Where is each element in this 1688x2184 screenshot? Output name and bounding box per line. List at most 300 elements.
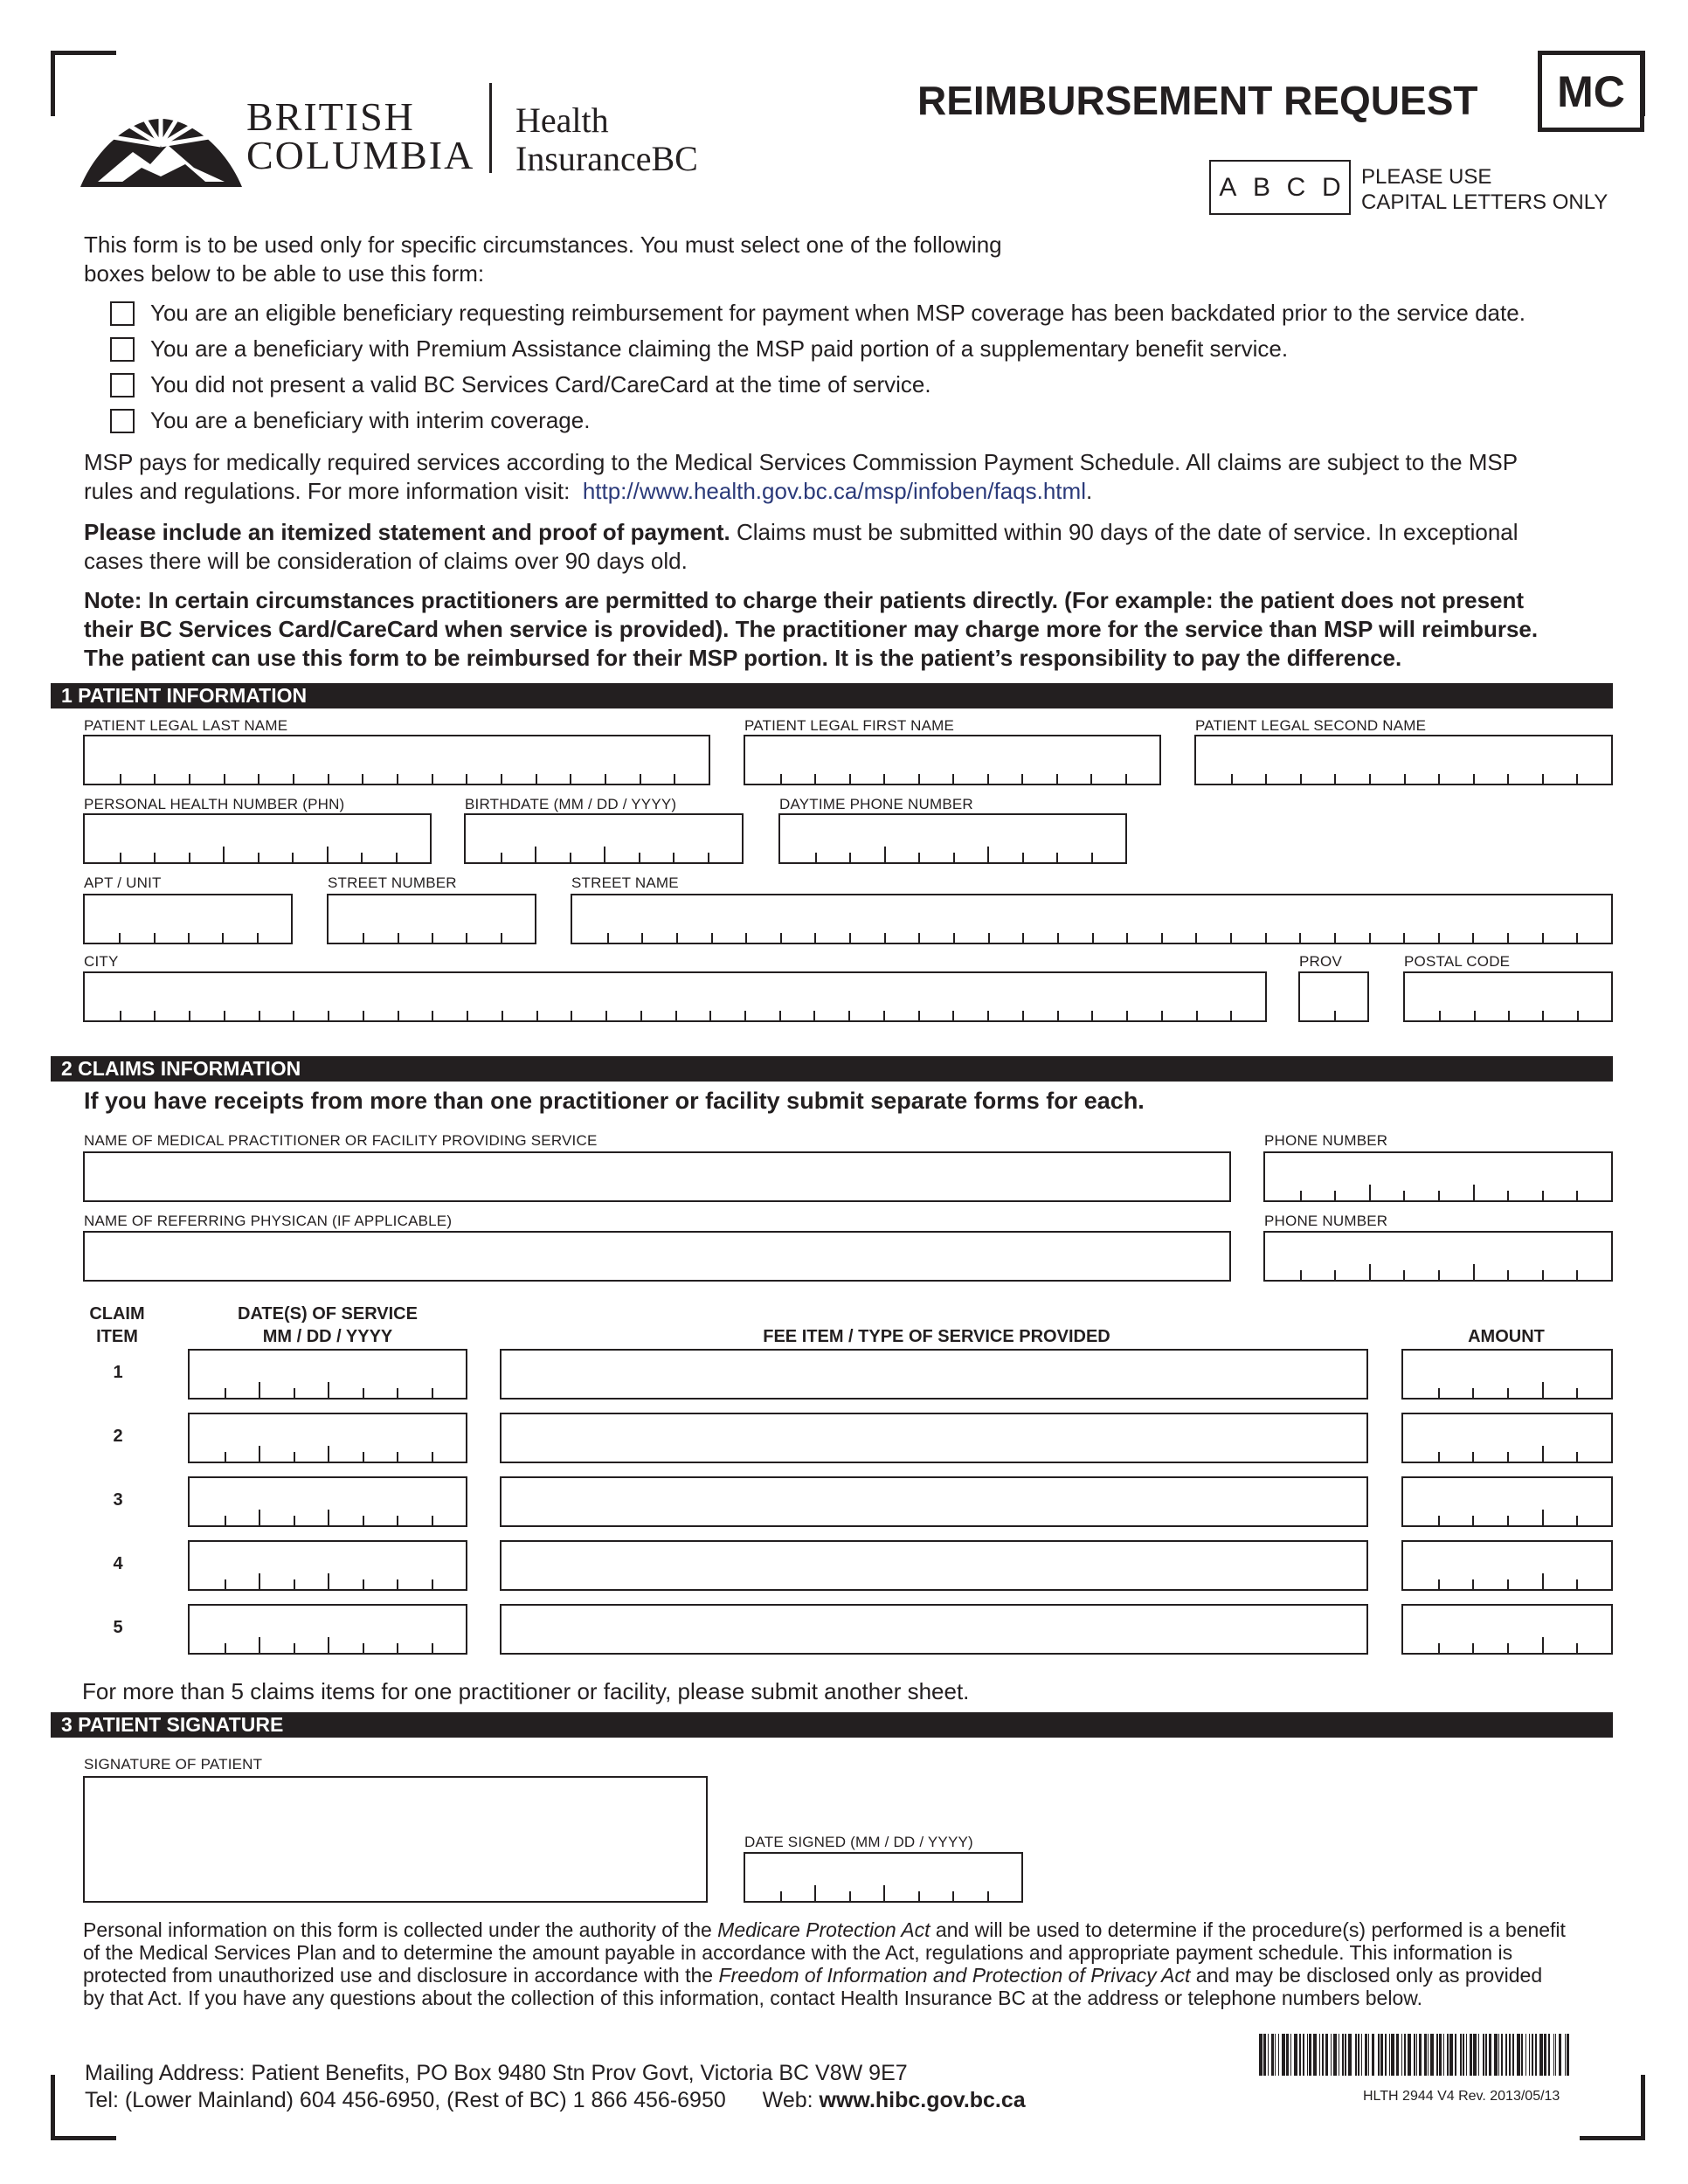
- barcode-bar: [1271, 2034, 1274, 2076]
- cell-divider: [1542, 1573, 1544, 1589]
- cell-divider: [189, 853, 190, 862]
- more-claims-note: For more than 5 claims items for one practitioner or facility, please submit another sheet.: [82, 1678, 970, 1704]
- web-label: Web:: [762, 2088, 813, 2112]
- option-row: [110, 331, 1613, 367]
- character-cell-ticks: [1403, 1508, 1611, 1525]
- cell-divider: [604, 847, 605, 862]
- cell-divider: [1057, 933, 1059, 943]
- cell-divider: [1091, 853, 1093, 862]
- birthdate-field[interactable]: [464, 813, 744, 864]
- cell-divider: [502, 1011, 503, 1020]
- cell-divider: [1022, 933, 1024, 943]
- cell-divider: [259, 1573, 260, 1589]
- cell-divider: [1369, 774, 1371, 784]
- cell-divider: [154, 933, 156, 943]
- character-cell-ticks: [190, 1635, 466, 1653]
- cell-divider: [259, 1637, 260, 1653]
- cell-divider: [849, 933, 851, 943]
- col-fee-item: FEE ITEM / TYPE OF SERVICE PROVIDED: [763, 1327, 1110, 1346]
- label-phone-2: PHONE NUMBER: [1264, 1213, 1388, 1229]
- cell-divider: [1369, 1264, 1371, 1280]
- col-date-line1: DATE(S) OF SERVICE: [238, 1304, 418, 1324]
- cell-divider: [987, 1891, 989, 1901]
- claim-service-date-field[interactable]: [188, 1476, 467, 1527]
- cell-divider: [1334, 774, 1336, 784]
- option-checkbox-2[interactable]: [110, 337, 135, 362]
- character-cell-ticks: [1405, 1003, 1611, 1020]
- itemized-rest: Claims must be submitted within 90 days of the date of service. In exceptional: [736, 519, 1519, 545]
- cell-divider: [397, 1579, 398, 1589]
- cell-divider: [883, 1011, 885, 1020]
- barcode-bar: [1565, 2034, 1566, 2076]
- cell-divider: [571, 1011, 572, 1020]
- cell-divider: [605, 774, 606, 784]
- claim-amount-field[interactable]: [1401, 1476, 1613, 1527]
- cell-divider: [1300, 774, 1302, 784]
- intro-line2: boxes below to be able to use this form:: [84, 260, 485, 287]
- logo-hibc-line1: Health: [515, 100, 609, 140]
- cell-divider: [848, 1011, 850, 1020]
- privacy-l3c: and may be disclosed only as provided: [1190, 1964, 1543, 1987]
- cell-divider: [154, 853, 156, 862]
- city-field[interactable]: [83, 971, 1267, 1022]
- cell-divider: [432, 1643, 433, 1653]
- cell-divider: [189, 1011, 190, 1020]
- barcode-bar: [1268, 2034, 1269, 2076]
- barcode-bar: [1455, 2034, 1457, 2076]
- barcode-bar: [1555, 2034, 1556, 2076]
- cell-divider: [640, 774, 641, 784]
- cell-divider: [1403, 1191, 1405, 1200]
- last-name-field[interactable]: [83, 735, 710, 785]
- cell-divider: [1438, 1191, 1440, 1200]
- cell-divider: [640, 1011, 642, 1020]
- barcode-bar: [1391, 2034, 1394, 2076]
- character-cell-ticks: [745, 1883, 1021, 1901]
- cell-divider: [1438, 1270, 1440, 1280]
- barcode-bar: [1389, 2034, 1390, 2076]
- option-row: [110, 403, 1613, 439]
- barcode-bar: [1290, 2034, 1291, 2076]
- cell-divider: [1439, 1011, 1441, 1020]
- cell-divider: [1507, 1388, 1509, 1398]
- cell-divider: [1576, 1270, 1578, 1280]
- barcode-bar: [1485, 2034, 1486, 2076]
- cell-divider: [294, 1579, 295, 1589]
- msp-line2-suffix: .: [1085, 478, 1093, 504]
- cell-divider: [362, 774, 363, 784]
- barcode-bar: [1443, 2034, 1444, 2076]
- form-title: REIMBURSEMENT REQUEST: [917, 78, 1478, 123]
- cell-divider: [259, 1446, 260, 1462]
- character-cell-ticks: [329, 925, 535, 943]
- cell-divider: [327, 847, 329, 862]
- col-claim-item-line2: ITEM: [96, 1327, 138, 1346]
- barcode-bar: [1548, 2034, 1551, 2076]
- option-checkbox-1[interactable]: [110, 301, 135, 326]
- cell-divider: [432, 1388, 433, 1398]
- barcode-bar: [1447, 2034, 1448, 2076]
- option-checkbox-3[interactable]: [110, 373, 135, 397]
- daytime-phone-field[interactable]: [778, 813, 1127, 864]
- cell-divider: [1438, 1516, 1440, 1525]
- label-first-name: PATIENT LEGAL FIRST NAME: [744, 717, 955, 734]
- cell-divider: [222, 933, 224, 943]
- label-signature: SIGNATURE OF PATIENT: [84, 1756, 263, 1773]
- cell-divider: [1300, 1191, 1302, 1200]
- cell-divider: [1542, 774, 1544, 784]
- barcode-bar: [1544, 2034, 1546, 2076]
- barcode-bar: [1567, 2034, 1569, 2076]
- option-label-3: You did not present a valid BC Services Card/CareCard at the time of service.: [150, 371, 931, 397]
- label-second-name: PATIENT LEGAL SECOND NAME: [1195, 717, 1427, 734]
- barcode-bar: [1275, 2034, 1276, 2076]
- cell-divider: [1507, 1452, 1509, 1462]
- barcode-bar: [1303, 2034, 1304, 2076]
- barcode-bar: [1282, 2034, 1285, 2076]
- barcode-bar: [1483, 2034, 1485, 2076]
- cell-divider: [1265, 933, 1267, 943]
- barcode-bar: [1368, 2034, 1369, 2076]
- cell-divider: [397, 1452, 398, 1462]
- barcode-bar: [1345, 2034, 1347, 2076]
- cell-divider: [1057, 1011, 1059, 1020]
- label-referring-physician: NAME OF REFERRING PHYSICAN (IF APPLICABLE): [84, 1213, 453, 1229]
- cell-divider: [292, 853, 294, 862]
- practitioner-phone-field[interactable]: [1263, 1151, 1613, 1202]
- cell-divider: [1438, 1388, 1440, 1398]
- label-practitioner: NAME OF MEDICAL PRACTITIONER OR FACILITY PROVIDING SERVICE: [84, 1132, 598, 1149]
- cell-divider: [673, 853, 675, 862]
- cell-divider: [1472, 1388, 1474, 1398]
- cell-divider: [1542, 1270, 1544, 1280]
- cell-divider: [119, 933, 121, 943]
- cell-divider: [814, 1885, 816, 1901]
- label-birthdate: BIRTHDATE (MM / DD / YYYY): [465, 796, 677, 812]
- cell-divider: [676, 933, 678, 943]
- cell-divider: [1507, 933, 1509, 943]
- cell-divider: [363, 1579, 364, 1589]
- crop-mark-bottom-right: [1580, 2075, 1645, 2140]
- barcode-bar: [1505, 2034, 1508, 2076]
- cell-divider: [363, 1011, 364, 1020]
- intro-line1: This form is to be used only for specific circumstances. You must select one of the following: [84, 232, 1002, 258]
- cell-divider: [1542, 933, 1544, 943]
- footer-contact: [85, 2060, 1026, 2114]
- first-name-field[interactable]: [744, 735, 1161, 785]
- cell-divider: [780, 933, 782, 943]
- cell-divider: [361, 853, 363, 862]
- character-cell-ticks: [190, 1508, 466, 1525]
- cell-divider: [294, 1388, 295, 1398]
- label-city: CITY: [84, 953, 119, 970]
- option-label-4: You are a beneficiary with interim coverage.: [150, 407, 591, 433]
- cell-divider: [224, 774, 225, 784]
- character-cell-ticks: [1403, 1635, 1611, 1653]
- cell-divider: [1507, 1270, 1509, 1280]
- option-row: [110, 295, 1613, 331]
- cell-divider: [501, 774, 502, 784]
- claim-item-number: 1: [113, 1363, 123, 1382]
- cell-divider: [1542, 1446, 1544, 1462]
- section-patient-information: 1 PATIENT INFORMATION: [51, 683, 1613, 708]
- form-code-box: MC: [1538, 51, 1644, 132]
- claim-fee-item-field[interactable]: [500, 1540, 1368, 1591]
- street-number-field[interactable]: [327, 894, 536, 944]
- character-cell-ticks: [85, 845, 430, 862]
- barcode-bar: [1348, 2034, 1352, 2076]
- character-cell-ticks: [1300, 1003, 1367, 1020]
- capital-letters-note: [1361, 164, 1608, 215]
- cell-divider: [675, 1011, 677, 1020]
- character-cell-ticks: [1196, 766, 1611, 784]
- referring-physician-field[interactable]: [83, 1231, 1231, 1282]
- claim-item-number: 5: [113, 1618, 123, 1637]
- cell-divider: [1092, 933, 1094, 943]
- itemized-line2: cases there will be consideration of claims over 90 days old.: [84, 548, 688, 574]
- barcode-bar: [1428, 2034, 1429, 2076]
- bc-logo: [80, 84, 242, 189]
- col-date-line2: MM / DD / YYYY: [262, 1327, 393, 1346]
- barcode-bar: [1460, 2034, 1463, 2076]
- claim-service-date-field[interactable]: [188, 1540, 467, 1591]
- barcode-bar: [1396, 2034, 1399, 2076]
- cell-divider: [1021, 774, 1023, 784]
- cell-divider: [396, 853, 398, 862]
- cell-divider: [918, 774, 920, 784]
- privacy-statement: [83, 1918, 1614, 2009]
- cell-divider: [259, 1011, 260, 1020]
- claim-fee-item-field[interactable]: [500, 1349, 1368, 1400]
- barcode-bar: [1325, 2034, 1328, 2076]
- cell-divider: [918, 1011, 920, 1020]
- cell-divider: [1474, 1011, 1476, 1020]
- cell-divider: [1334, 1011, 1336, 1020]
- capital-letters-sample: [1209, 160, 1351, 215]
- signature-field[interactable]: [83, 1776, 708, 1903]
- cell-divider: [987, 847, 989, 862]
- itemized-line1: [84, 518, 1519, 547]
- cell-divider: [225, 1643, 226, 1653]
- cell-divider: [1196, 1011, 1198, 1020]
- claim-amount-field[interactable]: [1401, 1540, 1613, 1591]
- cell-divider: [1542, 1382, 1544, 1398]
- barcode-bar: [1278, 2034, 1279, 2076]
- barcode-bar: [1466, 2034, 1467, 2076]
- cell-divider: [1404, 774, 1406, 784]
- cell-divider: [987, 774, 989, 784]
- cell-divider: [1472, 1516, 1474, 1525]
- cell-divider: [536, 774, 537, 784]
- barcode-bar: [1439, 2034, 1442, 2076]
- cell-divider: [224, 1011, 225, 1020]
- cell-divider: [1438, 1579, 1440, 1589]
- intro-text: [84, 231, 1002, 288]
- character-cell-ticks: [1265, 1262, 1611, 1280]
- phn-field[interactable]: [83, 813, 432, 864]
- cell-divider: [363, 1516, 364, 1525]
- barcode-bar: [1539, 2034, 1543, 2076]
- form-barcode: [1259, 2034, 1608, 2076]
- claim-amount-field[interactable]: [1401, 1413, 1613, 1463]
- cell-divider: [1472, 1643, 1474, 1653]
- cell-divider: [884, 847, 886, 862]
- referring-phone-field[interactable]: [1263, 1231, 1613, 1282]
- note-line2: their BC Services Card/CareCard when service is provided). The practitioner may charge more for the service than MSP will reimburse.: [84, 616, 1539, 642]
- cell-divider: [397, 1388, 398, 1398]
- cell-divider: [536, 1011, 538, 1020]
- note-line3: The patient can use this form to be reimbursed for their MSP portion. It is the patient’s responsibility to pay the difference.: [84, 645, 1402, 671]
- barcode-bar: [1430, 2034, 1434, 2076]
- label-street-name: STREET NAME: [571, 874, 679, 891]
- barcode-bar: [1342, 2034, 1343, 2076]
- cell-divider: [501, 853, 502, 862]
- barcode-bar: [1494, 2034, 1498, 2076]
- barcode-bar: [1559, 2034, 1562, 2076]
- cell-divider: [814, 774, 816, 784]
- cell-divider: [1576, 1191, 1578, 1200]
- cell-divider: [120, 853, 121, 862]
- barcode-bar: [1521, 2034, 1524, 2076]
- msp-faq-link[interactable]: http://www.health.gov.bc.ca/msp/infoben/faqs.html: [582, 478, 1086, 504]
- barcode-bar: [1408, 2034, 1411, 2076]
- character-cell-ticks: [190, 1380, 466, 1398]
- cell-divider: [293, 1011, 294, 1020]
- claim-fee-item-field[interactable]: [500, 1476, 1368, 1527]
- cell-divider: [1576, 1388, 1578, 1398]
- cell-divider: [1403, 1270, 1405, 1280]
- option-checkbox-4[interactable]: [110, 409, 135, 433]
- cell-divider: [189, 774, 190, 784]
- practitioner-name-field[interactable]: [83, 1151, 1231, 1202]
- postal-code-field[interactable]: [1403, 971, 1613, 1022]
- cell-divider: [120, 1011, 121, 1020]
- barcode-bar: [1489, 2034, 1491, 2076]
- msp-line2-prefix: rules and regulations. For more information visit:: [84, 478, 571, 504]
- claim-amount-field[interactable]: [1401, 1604, 1613, 1655]
- cell-divider: [570, 853, 571, 862]
- cell-divider: [432, 774, 433, 784]
- label-apt-unit: APT / UNIT: [84, 874, 162, 891]
- cell-divider: [328, 1382, 329, 1398]
- foippa-name: Freedom of Information and Protection of Privacy Act: [718, 1964, 1191, 1987]
- barcode-bar: [1299, 2034, 1302, 2076]
- cell-divider: [779, 1011, 781, 1020]
- second-name-field[interactable]: [1194, 735, 1613, 785]
- barcode-bar: [1414, 2034, 1415, 2076]
- form-id: HLTH 2944 V4 Rev. 2013/05/13: [1363, 2089, 1560, 2104]
- sample-letter-b: B: [1253, 172, 1271, 202]
- cell-divider: [1300, 1270, 1302, 1280]
- cell-divider: [918, 1891, 920, 1901]
- cell-divider: [1231, 774, 1233, 784]
- barcode-bar: [1331, 2034, 1332, 2076]
- bc-sun-mountain-icon: [80, 84, 242, 189]
- cell-divider: [259, 1382, 260, 1398]
- barcode-bar: [1512, 2034, 1513, 2076]
- cell-divider: [780, 774, 782, 784]
- label-date-signed: DATE SIGNED (MM / DD / YYYY): [744, 1834, 973, 1850]
- mailing-address: Mailing Address: Patient Benefits, PO Box 9480 Stn Prov Govt, Victoria BC V8W 9E7: [85, 2061, 908, 2085]
- claim-amount-field[interactable]: [1401, 1349, 1613, 1400]
- cell-divider: [1542, 1011, 1544, 1020]
- telephone-numbers: Tel: (Lower Mainland) 604 456-6950, (Rest of BC) 1 866 456-6950: [85, 2088, 726, 2112]
- cell-divider: [953, 853, 955, 862]
- cell-divider: [1472, 1452, 1474, 1462]
- character-cell-ticks: [1403, 1444, 1611, 1462]
- privacy-line4: by that Act. If you have any questions about the collection of this information, contact Health Insurance BC at the address or telephone numbers below.: [83, 1987, 1422, 2009]
- character-cell-ticks: [190, 1572, 466, 1589]
- barcode-bar: [1358, 2034, 1359, 2076]
- cell-divider: [1299, 933, 1301, 943]
- cell-divider: [1577, 1011, 1579, 1020]
- cell-divider: [883, 1885, 885, 1901]
- barcode-bar: [1401, 2034, 1402, 2076]
- cell-divider: [1576, 1643, 1578, 1653]
- barcode-bar: [1404, 2034, 1407, 2076]
- cell-divider: [363, 1388, 364, 1398]
- cell-divider: [328, 1011, 329, 1020]
- web-url-link[interactable]: www.hibc.gov.bc.ca: [819, 2088, 1026, 2112]
- barcode-bar: [1259, 2034, 1263, 2076]
- cell-divider: [815, 853, 817, 862]
- street-name-field[interactable]: [571, 894, 1613, 944]
- prov-field[interactable]: [1298, 971, 1369, 1022]
- date-signed-field[interactable]: [744, 1852, 1023, 1903]
- cell-divider: [294, 1452, 295, 1462]
- cell-divider: [1507, 1643, 1509, 1653]
- cell-divider: [987, 1011, 989, 1020]
- claim-service-date-field[interactable]: [188, 1349, 467, 1400]
- cell-divider: [294, 1643, 295, 1653]
- msp-info: [84, 448, 1518, 506]
- cell-divider: [1576, 1579, 1578, 1589]
- cell-divider: [397, 1643, 398, 1653]
- logo-hibc-line2: InsuranceBC: [515, 139, 698, 178]
- cell-divider: [432, 1516, 433, 1525]
- cell-divider: [397, 774, 398, 784]
- barcode-bar: [1365, 2034, 1367, 2076]
- barcode-bar: [1333, 2034, 1337, 2076]
- note-line1: Note: In certain circumstances practitioners are permitted to charge their patients directly. (For example: the patient does not present: [84, 587, 1525, 613]
- claim-fee-item-field[interactable]: [500, 1604, 1368, 1655]
- msp-line1: MSP pays for medically required services according to the Medical Services Commission Payment Schedule. All claims are subject to the MSP: [84, 449, 1519, 475]
- cell-divider: [258, 774, 259, 784]
- barcode-bar: [1380, 2034, 1383, 2076]
- cell-divider: [259, 1510, 260, 1525]
- cell-divider: [1056, 853, 1058, 862]
- col-claim-item: [73, 1303, 161, 1348]
- cell-divider: [1507, 774, 1509, 784]
- claim-item-number: 2: [113, 1427, 123, 1446]
- claim-service-date-field[interactable]: [188, 1604, 467, 1655]
- barcode-bar: [1473, 2034, 1477, 2076]
- apt-unit-field[interactable]: [83, 894, 293, 944]
- cell-divider: [328, 1446, 329, 1462]
- cell-divider: [328, 1637, 329, 1653]
- cell-divider: [744, 1011, 746, 1020]
- eligibility-options: [110, 295, 1613, 439]
- barcode-bar: [1322, 2034, 1325, 2076]
- claim-fee-item-field[interactable]: [500, 1413, 1368, 1463]
- label-prov: PROV: [1299, 953, 1342, 970]
- claim-service-date-field[interactable]: [188, 1413, 467, 1463]
- cell-divider: [223, 847, 225, 862]
- character-cell-ticks: [572, 925, 1611, 943]
- cell-divider: [467, 1011, 468, 1020]
- cell-divider: [952, 774, 954, 784]
- cell-divider: [708, 853, 709, 862]
